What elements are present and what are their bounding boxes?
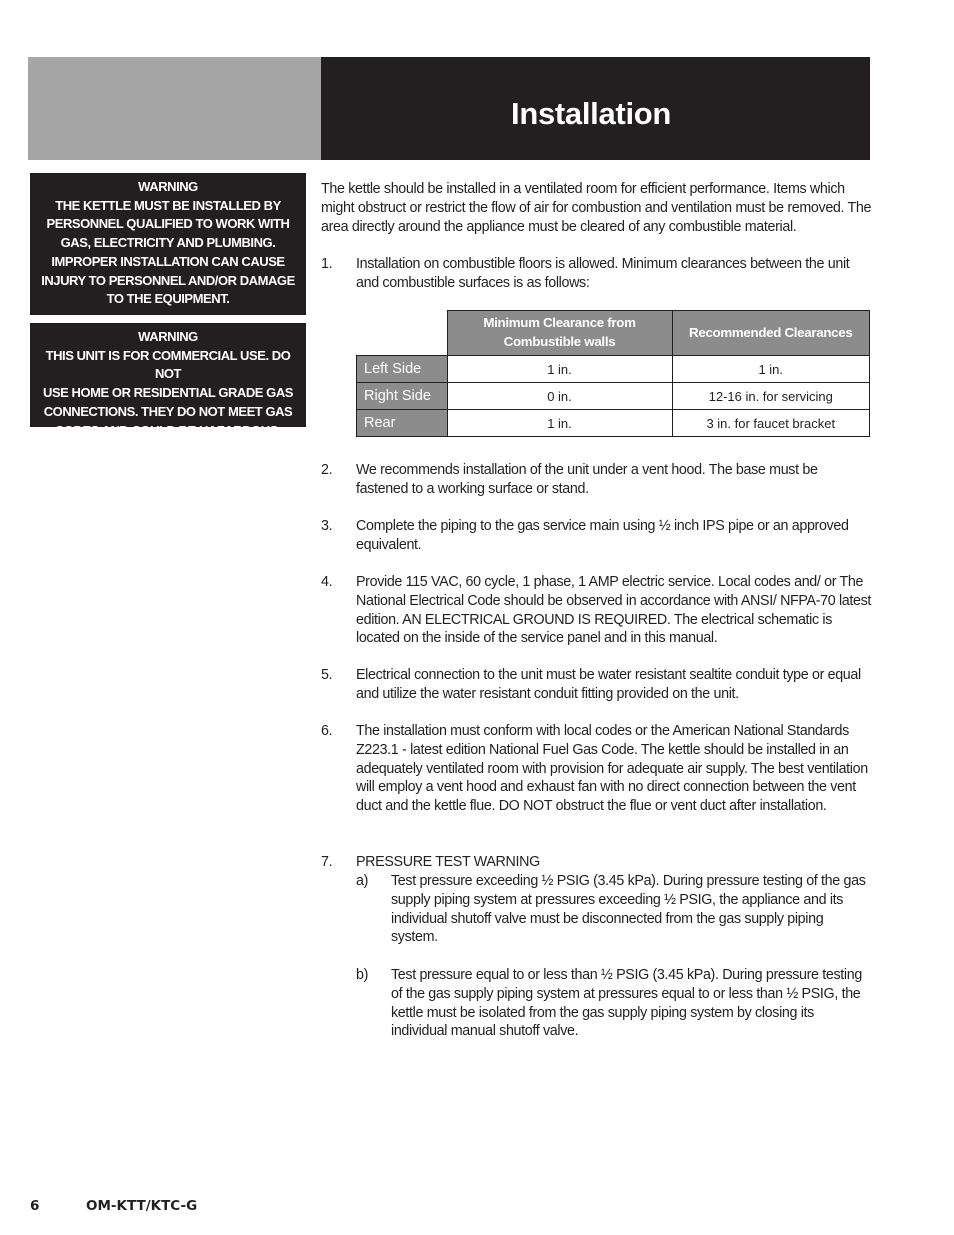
header-gray-band bbox=[28, 57, 321, 160]
page-title: Installation bbox=[511, 96, 672, 131]
sub-item-text: Test pressure equal to or less than ½ PSIG (3.45 kPa). During pressure testing of the gas supply piping system at pressures equal to or less than ½ PSIG, the kettle must be isolated from the gas supply piping system by closing its individual manual shutoff valve. bbox=[391, 967, 862, 1040]
warning-line: INJURY TO PERSONNEL AND/OR DAMAGE bbox=[41, 272, 295, 288]
item-number: 3. bbox=[321, 518, 333, 534]
header-dark-band bbox=[321, 57, 870, 160]
list-item bbox=[321, 255, 873, 293]
row-label: Left Side bbox=[357, 356, 448, 383]
warning-title: WARNING bbox=[138, 179, 198, 194]
item-number: 6. bbox=[321, 723, 333, 739]
warning-line: CONNECTIONS. THEY DO NOT MEET GAS bbox=[43, 403, 293, 419]
footer-document-id: OM-KTT/KTC-G bbox=[86, 1198, 198, 1214]
warning-line: CODES AND COULD BE HAZARDOUS. bbox=[54, 422, 282, 438]
cell-min: 0 in. bbox=[447, 383, 672, 410]
item-text: Provide 115 VAC, 60 cycle, 1 phase, 1 AMP electric service. Local codes and/ or The National Electrical Code should be observed in accordance with ANSI/ NFPA-70 latest edition. AN ELECTRICAL GROUND IS REQUIRED. The electrical schematic is located on the inside of the service panel and in this manual. bbox=[356, 574, 872, 647]
item-text: Installation on combustible floors is allowed. Minimum clearances between the unit and combustible surfaces is as follows: bbox=[356, 256, 850, 291]
warning-line: PERSONNEL QUALIFIED TO WORK WITH bbox=[46, 216, 290, 232]
item-text: We recommends installation of the unit under a vent hood. The base must be fastened to a working surface or stand. bbox=[356, 462, 818, 497]
item-number: 1. bbox=[321, 256, 333, 272]
sub-list-item bbox=[356, 966, 872, 1041]
warning-title: WARNING bbox=[138, 329, 198, 344]
cell-min: 1 in. bbox=[447, 410, 672, 437]
warning-box-commercial-use bbox=[30, 323, 306, 438]
warning-line: TO THE EQUIPMENT. bbox=[106, 291, 230, 307]
warning-box-qualified-personnel bbox=[30, 173, 306, 315]
table-header-min: Minimum Clearance from Combustible walls bbox=[447, 311, 672, 356]
table-row bbox=[357, 383, 870, 410]
warning-line: THE KETTLE MUST BE INSTALLED BY bbox=[55, 197, 281, 213]
item-number: 5. bbox=[321, 667, 333, 683]
warning-line: IMPROPER INSTALLATION CAN CAUSE bbox=[51, 253, 285, 269]
list-item bbox=[321, 517, 873, 555]
sub-item-text: Test pressure exceeding ½ PSIG (3.45 kPa). During pressure testing of the gas supply piping system at pressures exceeding ½ PSIG, the appliance and its individual shutoff valve must be disconnected from the gas supply piping system. bbox=[391, 873, 866, 946]
item-text: PRESSURE TEST WARNING bbox=[356, 854, 540, 870]
item-text: Electrical connection to the unit must be water resistant sealtite conduit type or equal and utilize the water resistant conduit fitting provided on the unit. bbox=[356, 667, 861, 702]
item-text: Complete the piping to the gas service main using ½ inch IPS pipe or an approved equivalent. bbox=[356, 518, 849, 553]
list-item bbox=[321, 666, 873, 704]
list-item bbox=[321, 461, 873, 499]
list-item bbox=[321, 853, 873, 872]
item-text: The installation must conform with local codes or the American National Standards Z223.1 - latest edition National Fuel Gas Code. The kettle should be installed in an adequately ventilated room with provision for adequate air supply. The best ventilation will employ a vent hood and exhaust fan with no direct connection between the vent duct and the kettle flue. DO NOT obstruct the flue or vent duct after installation. bbox=[356, 723, 868, 815]
row-label: Right Side bbox=[357, 383, 448, 410]
table-header-row bbox=[357, 311, 870, 356]
sub-list-item bbox=[356, 872, 872, 947]
clearance-table bbox=[356, 310, 870, 437]
warning-line: GAS, ELECTRICITY AND PLUMBING. bbox=[60, 235, 276, 251]
table-header-rec: Recommended Clearances bbox=[672, 311, 870, 356]
item-number: 2. bbox=[321, 462, 333, 478]
item-number: 7. bbox=[321, 854, 333, 870]
table-row bbox=[357, 410, 870, 437]
sub-item-letter: a) bbox=[356, 873, 369, 889]
sub-item-letter: b) bbox=[356, 967, 369, 983]
item-number: 4. bbox=[321, 574, 333, 590]
cell-min: 1 in. bbox=[447, 356, 672, 383]
footer-page-number: 6 bbox=[30, 1198, 40, 1214]
warning-line: USE HOME OR RESIDENTIAL GRADE GAS bbox=[43, 385, 293, 401]
list-item bbox=[321, 573, 873, 648]
intro-paragraph: The kettle should be installed in a ventilated room for efficient performance. Items which might obstruct or restrict the flow of air for combustion and ventilation must be removed. The area directly around the appliance must be cleared of any combustible material. bbox=[321, 181, 872, 235]
list-item bbox=[321, 722, 873, 816]
table-header-blank bbox=[357, 311, 448, 356]
cell-rec: 1 in. bbox=[672, 356, 870, 383]
warning-line: THIS UNIT IS FOR COMMERCIAL USE. DO NOT bbox=[45, 347, 291, 382]
cell-rec: 3 in. for faucet bracket bbox=[672, 410, 870, 437]
cell-rec: 12-16 in. for servicing bbox=[672, 383, 870, 410]
table-row bbox=[357, 356, 870, 383]
row-label: Rear bbox=[357, 410, 448, 437]
